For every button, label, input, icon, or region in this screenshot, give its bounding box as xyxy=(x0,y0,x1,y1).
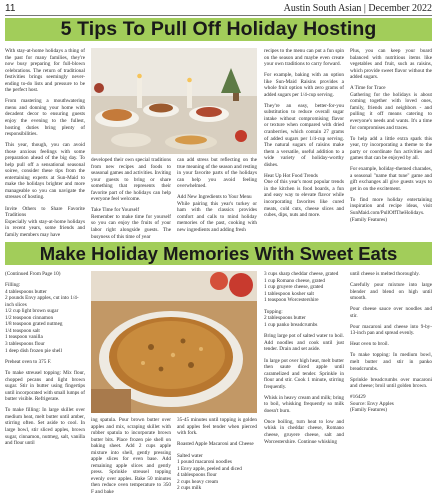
paragraph: They're an easy, better-for-you substitution to reduce overall sugar intake without compromising flavor or texture when compared with dried cranberries, which contain 27 grams of added sugars per 1/4-cup serving. The natural sugars of raisins make them a versatile, useful addition to a wide variety of holiday-worthy dishes. xyxy=(264,102,344,168)
page-number: 11 xyxy=(5,3,16,14)
ingredient: 1 pound macaroni noodles xyxy=(177,459,232,466)
ingredient: 1 teaspoon vanilla xyxy=(5,334,43,341)
article1-column-4 xyxy=(264,48,344,240)
paragraph: This year, though, you can avoid those anxious feelings with some preparation ahead of the big day. To help pull off a sensational seasonal soiree, consider these tips from the entertaining experts at Sun-Maid to make the holidays brighter and more manageable so you can navigate the stresses of hosting. xyxy=(5,142,85,201)
paragraph: Once boiling, turn heat to low and whisk in cheddar cheese, Romano cheese, gruyere cheese, salt and Worcestershire. Continue whisking xyxy=(264,418,344,445)
article2-column-5 xyxy=(350,271,432,476)
article1-column-2 xyxy=(91,157,171,241)
paragraph: In large pot over high heat, melt butter then saute diced apple until caramelized and tender. Sprinkle in flour and stir. Cook 1 minute, stirring frequently. xyxy=(264,357,344,390)
paragraph: With stay-at-home holidays a thing of the past for many families, they're now busy preparing for full-blown celebrations. The return of traditional festivities brings seemingly never-ending to-do lists and pressure to be the perfect host. xyxy=(5,48,85,94)
paragraph: To make streusel topping: Mix flour, chopped pecans and light brown sugar. Stir in butter using fingertips until incorporated with small lumps of butter visible. Refrigerate. xyxy=(5,370,85,403)
filling-title: Filling: xyxy=(5,282,21,289)
credit-line: (Family Features) xyxy=(350,407,388,414)
apple-pie-illustration xyxy=(91,271,257,413)
paragraph: ing spatula. Pour brown butter over apples and mix, scraping skillet with rubber spatula to incorporate brown butter bits. Place frozen pie shell on baking sheet. Add 2 cups apple mixture into shell, gently pressing apple slices for even base. Add remaining apple slices and gently press. Sprinkle streusel topping evenly over apples. Bake 50 minutes then reduce oven temperature to 350 F and bake xyxy=(91,417,171,496)
paragraph: Plus, you can keep your board balanced with nutritious items like vegetables and fruit, such as raisins, which provide sweet flavor without the added sugars. xyxy=(350,48,432,81)
paragraph: To make topping: In medium bowl, melt butter and stir in panko breadcrumbs. xyxy=(350,352,432,372)
subheading: Invite Others to Share Favorite Traditions xyxy=(5,205,85,219)
recipe-title: Roasted Apple Macaroni and Cheese xyxy=(177,441,254,448)
article-id: #16429 xyxy=(350,394,366,401)
article2-column-1 xyxy=(5,271,85,476)
article1-column-3 xyxy=(177,157,257,241)
paragraph: 35-45 minutes until topping is golden and apples feel tender when pierced with fork. xyxy=(177,417,257,437)
ingredient: 4 tablespoons flour xyxy=(177,472,217,479)
article1-column-1 xyxy=(5,48,85,240)
source-line: Source: Envy Apples xyxy=(350,400,394,407)
paragraph: until cheese is melted thoroughly. xyxy=(350,271,420,277)
article1-headline: 5 Tips To Pull Off Holiday Hosting xyxy=(5,18,432,41)
ingredient: 2 cups milk xyxy=(177,485,202,492)
apple-pie-photo xyxy=(91,271,257,413)
subheading: Take Time for Yourself xyxy=(91,207,140,214)
ingredient: 2 tablespoons butter xyxy=(264,315,306,322)
subheading: A Time for Trace xyxy=(350,85,386,92)
article2-column-3 xyxy=(177,417,257,492)
article2-column-2 xyxy=(91,417,171,496)
page-header xyxy=(5,2,432,16)
paragraph: Carefully pour mixture into large blender and blend on high until smooth. xyxy=(350,282,432,302)
paragraph: recipes to the menu can put a fun spin on the season and maybe even create your own traditions to carry forward. xyxy=(264,48,344,68)
continued-note: (Continued From Page 10) xyxy=(5,271,61,277)
ingredient: 2 pounds Envy apples, cut into 1/4-inch slices xyxy=(5,295,79,308)
paragraph: To make filling: In large skillet over medium heat, melt butter until amber, stirring often. Set aside to cool. In large bowl, stir sliced apples, brown sugar, cinnamon, nutmeg, salt, vanilla and flour until xyxy=(5,407,85,447)
ingredient: 1 cup gruyere cheese, grated xyxy=(264,284,324,291)
ingredient: 1/8 teaspoon grated nutmeg xyxy=(5,321,63,328)
ingredient: 1 Envy apple, peeled and diced xyxy=(177,465,242,472)
paragraph: From mastering a mouthwatering menu and donning your home with decadent decor to ensuring guests enjoy the evening to the fullest, hosting duties bring plenty of responsibilities. xyxy=(5,98,85,138)
paragraph: Whisk in heavy cream and milk; bring to boil, whisking frequently so milk doesn't burn. xyxy=(264,394,344,414)
ingredient: 1/2 cup light brown sugar xyxy=(5,308,59,315)
article1-column-5 xyxy=(350,48,432,240)
holiday-table-photo xyxy=(91,48,257,154)
article2-headline: Make Holiday Memories With Sweet Eats xyxy=(5,242,432,265)
ingredient: 4 tablespoons butter xyxy=(5,288,47,295)
ingredient: 1/2 teaspoon cinnamon xyxy=(5,314,54,321)
paragraph: One of this year's most popular trends in the kitchen is food boards, a fun and easy way to elevate flavor while incorporating favorites like cured meats, cold cuts, cheese slices and cubes, dips, nuts and more. xyxy=(264,179,344,219)
paragraph: Bring large pot of salted water to boil. Add noodles and cook until just tender. Drain and set aside. xyxy=(264,333,344,353)
paragraph: For example, holiday-themed charades, a seasonal "name that tune" game and gift exchanges all give guests ways to get in on the excitement. xyxy=(350,166,432,192)
paragraph: Heat oven to broil. xyxy=(350,341,389,348)
ingredient: 2 cups heavy cream xyxy=(177,478,219,485)
ingredient: 3 cups sharp cheddar cheese, grated xyxy=(264,271,339,277)
paragraph: Especially with stay-at-home holidays in recent years, some friends and family members may have xyxy=(5,218,85,238)
paragraph: While pairing this year's turkey or ham with the classics provides comfort and calls to mind holiday memories of the past, cooking with new ingredients and adding fresh xyxy=(177,200,257,233)
preheat-note: Preheat oven to 375 F. xyxy=(5,359,52,366)
ingredient: 1 teaspoon Worcestershire xyxy=(264,297,319,304)
ingredient: 1 cup panko breadcrumbs xyxy=(264,321,318,328)
paragraph: Remember to make time for yourself so you can enjoy the fruits of your labor right alongside guests. The busyness of this time of year xyxy=(91,213,171,240)
ingredient: Salted water xyxy=(177,452,203,459)
subheading: Heat Up Hot Food Trends xyxy=(264,172,318,179)
paragraph: Pour macaroni and cheese into 9-by-13-inch pan and spread evenly. xyxy=(350,323,432,337)
ingredient: 1 cup Romano cheese, grated xyxy=(264,277,325,284)
ingredient: 1/4 teaspoon salt xyxy=(5,327,40,334)
paragraph: can add stress but reflecting on the true meaning of the season and resting in your favorite parts of the holidays can help you avoid feeling overwhelmed. xyxy=(177,157,257,190)
paragraph: To find more holiday entertaining inspiration and recipe ideas, visit SunMaid.com/PullOffTheHolidays. (Family Features) xyxy=(350,196,432,223)
paragraph: Sprinkle breadcrumbs over macaroni and cheese; broil until golden brown. xyxy=(350,376,432,390)
holiday-table-illustration xyxy=(91,48,257,154)
ingredient: 1 deep dish frozen pie shell xyxy=(5,347,62,354)
paragraph: Gathering for the holidays is about coming together with loved ones, family, friends and neighbors - and pulling it off means catering to everyone's needs and wants. It's a time for compromises and traces. xyxy=(350,91,432,131)
ingredient: 3 tablespoons flour xyxy=(5,340,45,347)
paragraph: To help add a little extra spark this year, try incorporating a theme to the party or coordinate fun activities and games that can be enjoyed by all. xyxy=(350,135,432,162)
ingredient: 1 tablespoon kosher salt xyxy=(264,290,314,297)
article2-column-4 xyxy=(264,271,344,476)
paragraph: developed their own special traditions from new recipes and foods to seasonal games and activities. Inviting your guests to bring or share something that represents their favorite part of the holidays can help everyone feel welcome. xyxy=(91,157,171,203)
topping-title: Topping: xyxy=(264,308,283,315)
paragraph: Pour cheese sauce over noodles and stir. xyxy=(350,306,432,319)
subheading: Add New Ingredients to Your Menu xyxy=(177,194,252,201)
publication-line: Austin South Asian | December 2022 xyxy=(283,3,432,14)
paragraph: For example, baking with an option like Sun-Maid Raisins provides a whole fruit option with zero grams of added sugars per 1/4-cup serving. xyxy=(264,72,344,98)
